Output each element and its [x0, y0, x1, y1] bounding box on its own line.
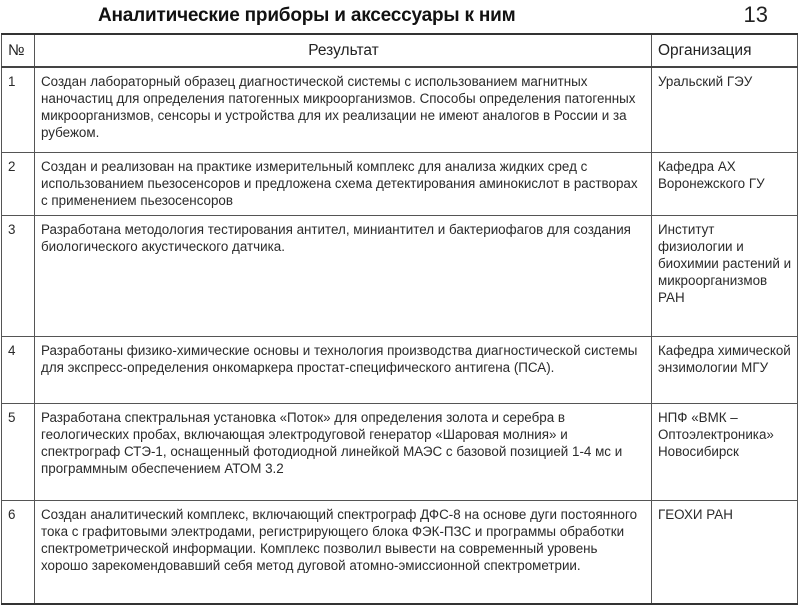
row-result: Разработаны физико-химические основы и технология производства диагностической системы для экспресс-определения онкомаркера простат-специфического антигена (ПСА).	[35, 337, 652, 404]
table-row	[2, 216, 798, 337]
row-organization: Кафедра химической энзимологии МГУ	[652, 337, 798, 404]
row-result: Разработана спектральная установка «Поток» для определения золота и серебра в геологических пробах, включающая электродуговой генератор «Шаровая молния» и спектрограф СТЭ-1, оснащенный фотодиодной линейкой МАЭС с базовой позицией 1-4 мс и программным обеспечением АТОМ 3.2	[35, 404, 652, 501]
slide-title: Аналитические приборы и аксессуары к ним	[98, 5, 516, 26]
row-result: Создан аналитический комплекс, включающий спектрограф ДФС-8 на основе дуги постоянного тока с графитовыми электродами, регистрирующего блока ФЭК-ПЗС и программы обработки спектрометрической информации. Комплекс позволил вывести на современный уровень хорошо зарекомендовавший себя метод дуговой атомно-эмиссионной спектрометрии.	[35, 501, 652, 605]
header-organization: Организация	[652, 34, 798, 67]
row-num: 2	[2, 153, 35, 216]
row-result: Разработана методология тестирования антител, миниантител и бактериофагов для создания биологического акустического датчика.	[35, 216, 652, 337]
row-result: Создан и реализован на практике измерительный комплекс для анализа жидких сред с использованием пьезосенсоров и предложена схема детектирования аминокислот в растворах с применением пьезосенсоров	[35, 153, 652, 216]
row-organization: НПФ «ВМК – Оптоэлектроника» Новосибирск	[652, 404, 798, 501]
page-number: 13	[743, 2, 768, 27]
row-num: 1	[2, 67, 35, 153]
table-row	[2, 404, 798, 501]
table-header-row	[2, 34, 798, 67]
row-organization: Уральский ГЭУ	[652, 67, 798, 153]
row-num: 6	[2, 501, 35, 605]
row-organization: Кафедра АХ Воронежского ГУ	[652, 153, 798, 216]
row-num: 5	[2, 404, 35, 501]
table-row	[2, 67, 798, 153]
table-row	[2, 153, 798, 216]
row-organization: ГЕОХИ РАН	[652, 501, 798, 605]
results-table	[1, 33, 798, 605]
row-organization: Институт физиологии и биохимии растений и микроорганизмов РАН	[652, 216, 798, 337]
row-result: Создан лабораторный образец диагностической системы с использованием магнитных наночастиц для определения патогенных микроорганизмов. Способы определения патогенных микроорганизмов, сенсоры и устройства для их реализации не имеют аналогов в России и за рубежом.	[35, 67, 652, 153]
header-result: Результат	[35, 34, 652, 67]
row-num: 3	[2, 216, 35, 337]
table-row	[2, 337, 798, 404]
header-num: №	[2, 34, 35, 67]
table-row	[2, 501, 798, 605]
row-num: 4	[2, 337, 35, 404]
